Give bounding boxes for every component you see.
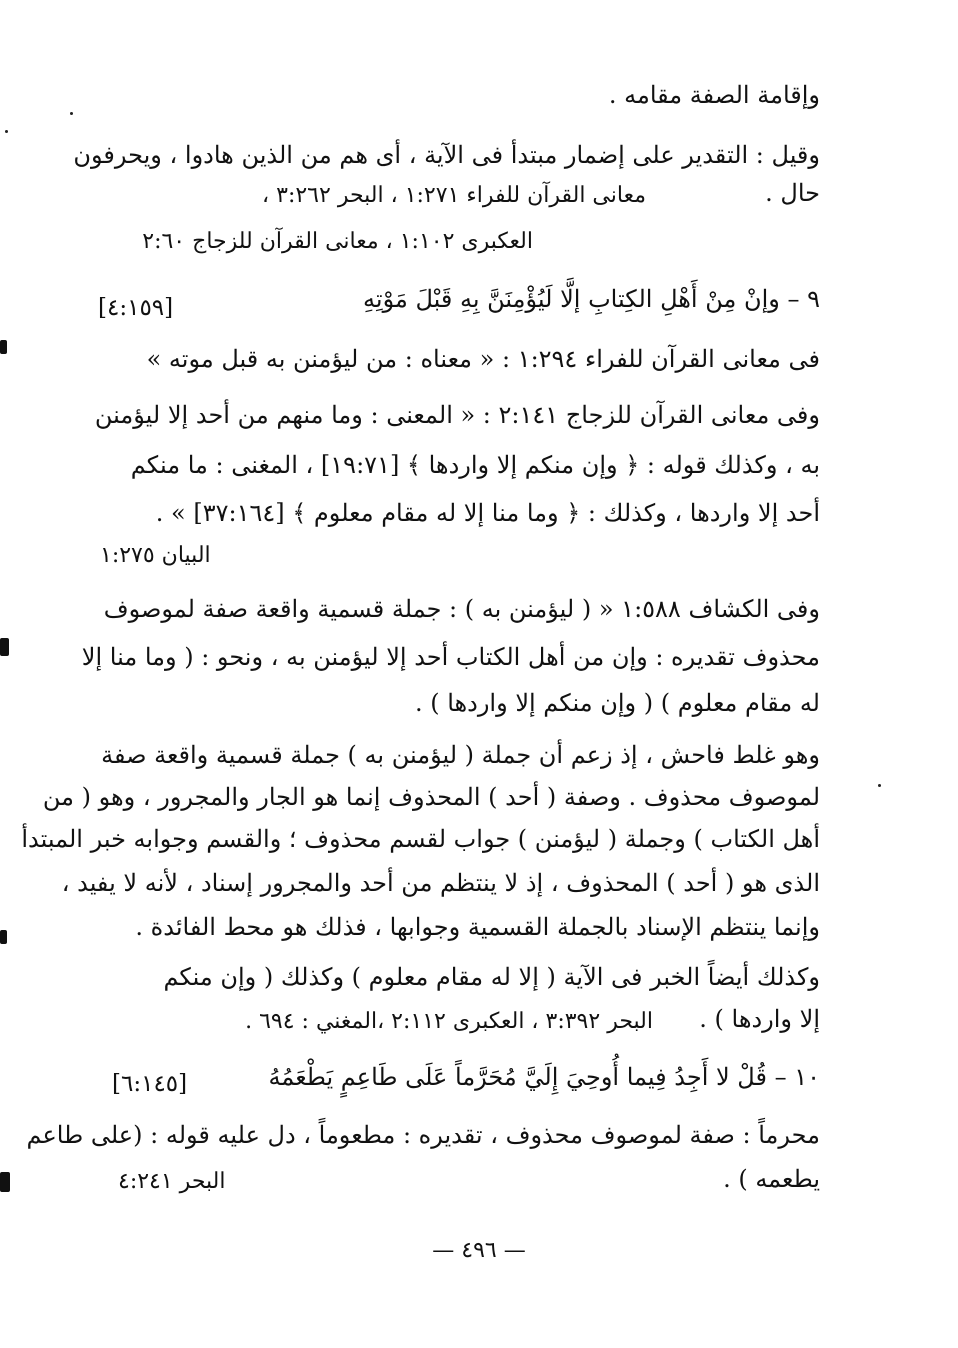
page-number: — ٤٩٦ — <box>432 1238 526 1263</box>
reference-line: معانى القرآن للفراء ١:٢٧١ ، البحر ٣:٢٦٢ ، <box>262 183 646 208</box>
text-line: يطعمه ) . <box>723 1165 820 1193</box>
text-line: محذوف تقديره : وإن من أهل الكتاب أحد إلا ليؤمنن به ، ونحو : ( وما منا إلا <box>81 643 820 671</box>
text-line: وهو غلط فاحش ، إذ زعم أن جملة ( ليؤمنن به ) جملة قسمية واقعة صفة <box>101 741 820 769</box>
text-line: حال . <box>765 179 820 207</box>
reference-line: البحر ٤:٢٤١ <box>118 1169 226 1194</box>
reference-line: البحر ٣:٣٩٢ ، العكبرى ٢:١١٢ ،المغني : ٦٩٤ . <box>245 1009 653 1034</box>
text-line: وإقامة الصفة مقامه . <box>608 81 820 109</box>
scan-speck <box>5 130 8 133</box>
text-line: أحد إلا واردها ، وكذلك : ﴿ وما منا إلا له مقام معلوم ﴾ [٣٧:١٦٤] » . <box>155 499 820 527</box>
reference-line: البيان ١:٢٧٥ <box>100 543 211 568</box>
text-line: إلا واردها ) . <box>699 1005 820 1033</box>
scan-margin-mark <box>0 930 7 944</box>
scan-speck <box>70 112 73 115</box>
verse-reference: [٦:١٤٥] <box>112 1071 188 1097</box>
text-line: وكذلك أيضاً الخبر فى الآية ( إلا له مقام معلوم ) وكذلك ( وإن منكم <box>163 963 820 991</box>
scan-margin-mark <box>0 340 7 354</box>
text-line: وقيل : التقدير على إضمار مبتدأ فى الآية ، أى هم من الذين هادوا ، ويحرفون <box>73 141 820 169</box>
text-line: الذى هو ( أحد ) المحذوف ، إذ لا ينتظم من أحد والمجرور إسناد ، لأنه لا يفيد ، <box>61 869 820 897</box>
text-line: له مقام معلوم ) ( وإن منكم إلا واردها ) . <box>414 689 820 717</box>
text-line: وإنما ينتظم الإسناد بالجملة القسمية وجوابها ، فذلك هو محط الفائدة . <box>135 913 820 941</box>
text-line: به ، وكذلك قوله : ﴿ وإن منكم إلا واردها ﴾ [١٩:٧١] ، المغنى : ما منكم <box>130 451 820 479</box>
verse-line: ٩ – وإنْ مِنْ أَهْلِ الكِتابِ إلَّا لَيُؤْمِنَنَّ بِهِ قَبْلَ مَوْتِهِ <box>363 285 820 313</box>
reference-line: العكبرى ١:١٠٢ ، معانى القرآن للزجاج ٢:٦٠ <box>142 229 533 254</box>
scan-margin-mark <box>0 638 9 656</box>
text-line: وفى معانى القرآن للزجاج ٢:١٤١ : « المعنى : وما منهم من أحد إلا ليؤمنن <box>94 401 820 429</box>
scan-speck <box>878 784 881 787</box>
scan-margin-mark <box>0 1172 10 1192</box>
text-line: لموصوف محذوف . وصفة ( أحد ) المحذوف إنما هو الجار والمجرور ، وهو ( من <box>42 783 820 811</box>
text-line: محرماً : صفة لموصوف محذوف ، تقديره : مطعوماً ، دل عليه قوله : (على طاعم <box>26 1121 820 1149</box>
text-line: أهل الكتاب ) وجملة ( ليؤمنن ) جواب لقسم محذوف ؛ والقسم وجوابه خبر المبتدأ <box>21 825 820 853</box>
verse-reference: [٤:١٥٩] <box>98 295 174 321</box>
text-line: وفى الكشاف ١:٥٨٨ « ( ليؤمنن به ) : جملة قسمية واقعة صفة لموصوف <box>103 595 820 623</box>
text-line: فى معانى القرآن للفراء ١:٢٩٤ : « معناه : من ليؤمنن به قبل موته » <box>146 345 820 373</box>
verse-line: ١٠ – قُلْ لا أَجِدُ فِيما أُوحِيَ إِلَيَّ مُحَرَّماً عَلَى طَاعِمٍ يَطْعَمُهُ <box>268 1063 820 1091</box>
